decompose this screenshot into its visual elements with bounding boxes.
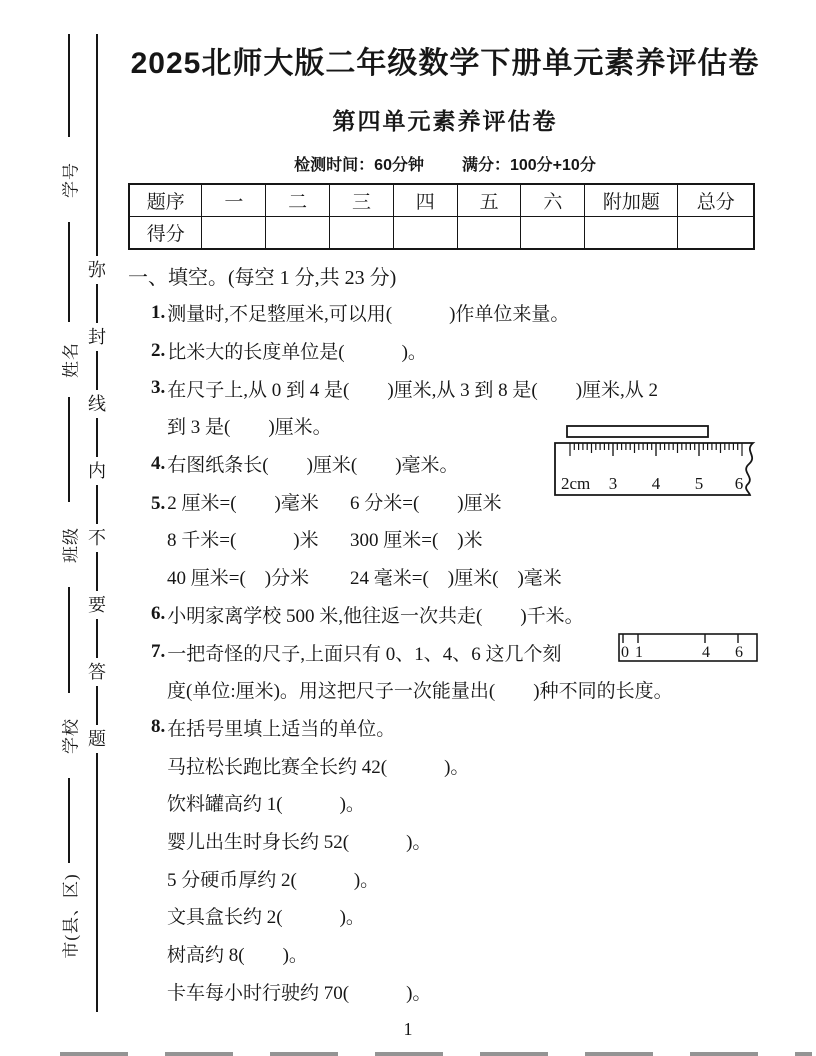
- question-3-continued: 到 3 是( )厘米。: [167, 417, 332, 439]
- score-cell-empty: [393, 217, 457, 250]
- seal-line-segment: [96, 284, 98, 323]
- score-cell-empty: [678, 217, 754, 250]
- question-5-row3: 40 厘米=( )分米 24 毫米=( )厘米( )毫米: [167, 568, 562, 590]
- score-header-cell: 四: [393, 184, 457, 217]
- field-label-school: 学校: [61, 717, 81, 754]
- question-8-item-coin: 5 分硬币厚约 2( )。: [167, 869, 380, 891]
- question-5-row2: 8 千米=( )米 300 厘米=( )米: [167, 530, 483, 552]
- score-cell-empty: [202, 217, 266, 250]
- seal-char: 答: [88, 662, 106, 682]
- score-header-cell: 一: [202, 184, 266, 217]
- page-number: 1: [403, 1019, 413, 1039]
- main-content: [128, 0, 762, 1010]
- ruler-label: 5: [694, 474, 704, 493]
- seal-char: 封: [88, 327, 106, 347]
- field-label-city: 市(县、区): [61, 872, 81, 959]
- next-page-edge: [60, 1052, 812, 1056]
- seal-char: 题: [88, 729, 106, 749]
- exam-info-row: [128, 156, 762, 175]
- paper-strip: [567, 426, 708, 437]
- ruler-label: 6: [735, 644, 743, 661]
- question-6: 6. 小明家离学校 500 米,他往返一次共走( )千米。: [151, 603, 584, 627]
- question-7: 7. 一把奇怪的尺子,上面只有 0、1、4、6 这几个刻: [151, 641, 562, 665]
- exam-full-score: 满分：100分+10分: [461, 157, 596, 174]
- student-info-margin: [56, 34, 82, 968]
- seal-char: 不: [88, 528, 106, 548]
- question-5-row1: 5. 2 厘米=( )毫米 6 分米=( )厘米: [151, 492, 502, 514]
- field-underline: [68, 222, 70, 322]
- score-table: [128, 183, 755, 250]
- seal-char: 弥: [88, 260, 106, 280]
- question-7-continued: 度(单位:厘米)。用这把尺子一次能量出( )种不同的长度。: [167, 681, 673, 703]
- ruler-label: 3: [608, 474, 618, 493]
- ruler-label: 1: [635, 644, 643, 661]
- ruler-label: 4: [702, 644, 710, 661]
- page-title: 2025北师大版二年级数学下册单元素养评估卷: [130, 47, 760, 80]
- ruler-figure-paper-strip: [553, 421, 765, 504]
- seal-char: 线: [88, 394, 106, 414]
- field-label-class: 班级: [61, 526, 81, 563]
- unit-subtitle: 第四单元素养评估卷: [332, 108, 558, 134]
- score-header-cell: 二: [266, 184, 330, 217]
- score-header-cell: 附加题: [585, 184, 678, 217]
- field-underline: [68, 34, 70, 137]
- ruler-label: 0: [621, 644, 629, 661]
- seal-line-segment: [96, 619, 98, 658]
- score-cell-empty: [585, 217, 678, 250]
- score-header-cell: 总分: [678, 184, 754, 217]
- question-1: 1. 测量时,不足整厘米,可以用( )作单位来量。: [151, 301, 570, 326]
- field-underline: [68, 587, 70, 693]
- section-one-heading: 一、填空。(每空 1 分,共 23 分): [128, 267, 397, 289]
- seal-char: 要: [88, 595, 106, 615]
- question-8-item-truck: 卡车每小时行驶约 70( )。: [167, 982, 432, 1004]
- seal-line-segment: [96, 418, 98, 457]
- ruler-figure-strange-ruler: [618, 629, 758, 668]
- question-8-item-can: 饮料罐高约 1( )。: [167, 794, 365, 816]
- seal-line-segment: [96, 686, 98, 725]
- ruler-label: 6: [734, 474, 744, 493]
- field-underline: [68, 778, 70, 863]
- score-cell-empty: [330, 217, 394, 250]
- question-3: 3. 在尺子上,从 0 到 4 是( )厘米,从 3 到 8 是( )厘米,从 2: [151, 377, 659, 401]
- seal-char: 内: [88, 461, 106, 481]
- seal-line: [85, 34, 109, 1012]
- score-header-cell: 五: [457, 184, 521, 217]
- question-8-item-marathon: 马拉松长跑比赛全长约 42( )。: [167, 756, 470, 778]
- score-cell-empty: [457, 217, 521, 250]
- field-underline: [68, 397, 70, 502]
- question-2: 2. 比米大的长度单位是( )。: [151, 339, 427, 364]
- seal-line-segment: [96, 351, 98, 390]
- question-8-item-baby: 婴儿出生时身长约 52( )。: [167, 831, 432, 853]
- score-table-score-row: [129, 217, 754, 250]
- score-header-cell: 六: [521, 184, 585, 217]
- question-8-item-tree: 树高约 8( )。: [167, 945, 308, 967]
- seal-line-segment: [96, 34, 98, 256]
- seal-line-segment: [96, 753, 98, 1012]
- field-label-student-number: 学号: [61, 161, 81, 198]
- question-4: 4. 右图纸条长( )厘米( )毫米。: [151, 452, 459, 477]
- field-label-name: 姓名: [61, 341, 81, 378]
- score-header-cell: 题序: [129, 184, 202, 217]
- seal-line-segment: [96, 552, 98, 591]
- score-cell-empty: [266, 217, 330, 250]
- score-cell-empty: [521, 217, 585, 250]
- seal-line-segment: [96, 485, 98, 524]
- score-row-label: 得分: [129, 217, 202, 250]
- exam-time: 检测时间：60分钟: [294, 157, 424, 174]
- score-header-cell: 三: [330, 184, 394, 217]
- ruler-label: 4: [651, 474, 661, 493]
- question-8: 8. 在括号里填上适当的单位。: [151, 716, 396, 740]
- score-table-header-row: [129, 184, 754, 217]
- ruler-label: 2cm: [561, 474, 591, 493]
- question-8-item-pencilbox: 文具盒长约 2( )。: [167, 907, 365, 929]
